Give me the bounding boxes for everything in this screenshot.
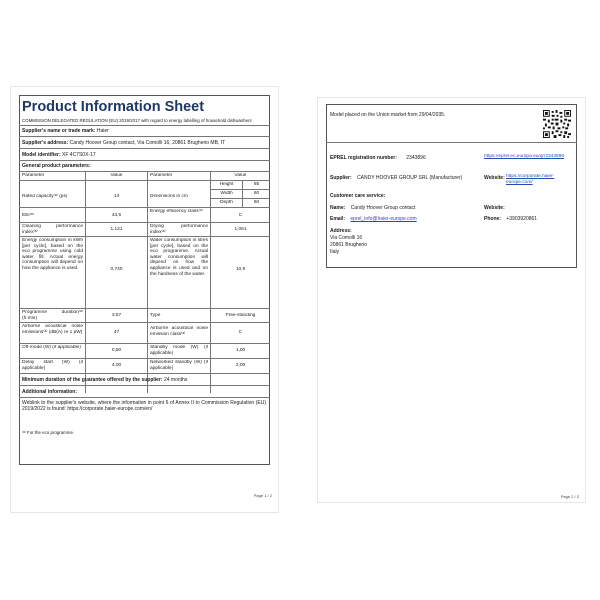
address-label: Address: bbox=[330, 228, 352, 234]
supplier-name-row: Supplier's name or trade mark: Haier bbox=[22, 128, 109, 134]
address-line: Italy bbox=[330, 249, 340, 255]
page-number: Page 2 / 2 bbox=[560, 494, 579, 499]
table-cell: 2,00 bbox=[235, 363, 246, 368]
footnote: ⁽ᵃ⁾ For the eco programme. bbox=[22, 430, 75, 435]
general-params-heading: General product parameters: bbox=[22, 163, 91, 169]
table-cell: Cleaning performance index⁽ᵃ⁾ bbox=[22, 224, 83, 235]
col-header-parameter-2: Parameter bbox=[150, 173, 173, 178]
table-cell: Off-mode (W) (if applicable) bbox=[22, 345, 81, 350]
phone-row: Phone: +3903920861 bbox=[484, 216, 538, 222]
eprel-row: EPREL registration number: 2343896 bbox=[330, 155, 426, 161]
table-cell: Energy consumption in kWh [per cycle], based on the eco programme using cold water fill. Actual energy consumption will depend on how the appliance is used. bbox=[22, 238, 83, 271]
table-cell: Delay start (W) (if applicable) bbox=[22, 360, 83, 371]
dim-value: 60 bbox=[253, 200, 260, 205]
table-cell: 47 bbox=[113, 330, 120, 335]
col-header-parameter: Parameter bbox=[22, 173, 45, 178]
dim-value: 85 bbox=[253, 182, 260, 187]
page-2 bbox=[318, 98, 585, 502]
website-label-2: Website: bbox=[484, 205, 505, 211]
address-line: Via Comolli 16 bbox=[330, 235, 363, 241]
additional-info-text: Weblink to the supplier's website, where the information in point 6 of Annex II to Commission Regulation (EU) 2019/2022 is found: https://corporate.haier-europe.com/en/ bbox=[22, 400, 266, 413]
dim-label: Depth bbox=[220, 200, 233, 205]
table-cell: 10,9 bbox=[235, 267, 246, 272]
table-cell: Type bbox=[150, 313, 161, 318]
website-label: Website: bbox=[484, 175, 505, 181]
table-cell: 1,00 bbox=[235, 348, 246, 353]
address-line: 20861 Brugherio bbox=[330, 242, 367, 248]
dim-label: Width bbox=[220, 191, 233, 196]
table-cell: Programme duration⁽ᵃ⁾ (h:min) bbox=[22, 310, 83, 321]
qr-code-icon bbox=[543, 110, 571, 138]
table-cell: 4,00 bbox=[111, 363, 122, 368]
table-cell: 1,061 bbox=[234, 227, 247, 232]
guarantee-row: Minimum duration of the guarantee offered by the supplier: 24 months bbox=[22, 377, 188, 383]
dim-label: Height bbox=[219, 182, 234, 187]
table-cell: Airborne acoustical noise emissions⁽ᵃ⁾ (dB(A) re 1 pW) bbox=[22, 324, 83, 335]
table-cell: C bbox=[238, 213, 243, 218]
col-header-value: Value bbox=[110, 173, 123, 178]
page-title: Product Information Sheet bbox=[22, 99, 205, 115]
email-row: Email: eprel_info@haier-europe.com bbox=[330, 216, 417, 222]
email-link[interactable]: eprel_info@haier-europe.com bbox=[350, 216, 417, 222]
placed-on-market: Model placed on the Union market from 29/04/2035. bbox=[330, 112, 446, 118]
table-cell: Water consumption in litres [per cycle], based on the eco programme. Actual water consumption will depend on how the appliance is used and on the hardness of the water. bbox=[150, 238, 208, 277]
table-cell: Energy efficiency class⁽ᵃ⁾ bbox=[150, 209, 203, 214]
name-row: Name: Candy Hoover Group contact bbox=[330, 205, 416, 211]
customer-care-heading: Customer care service: bbox=[330, 193, 386, 199]
table-cell: EEI⁽ᵃ⁾ bbox=[22, 213, 34, 218]
table-cell: Drying performance index⁽ᵃ⁾ bbox=[150, 224, 208, 235]
table-cell: 0,740 bbox=[110, 267, 123, 272]
table-cell: Dimensions in cm bbox=[150, 194, 188, 199]
col-header-value-2: Value bbox=[234, 173, 247, 178]
table-cell: 43,5 bbox=[111, 213, 122, 218]
table-cell: Standby mode (W) (if applicable) bbox=[150, 345, 208, 356]
additional-info-heading: Additional information: bbox=[22, 389, 77, 395]
table-cell: Networked standby (W) (if applicable) bbox=[150, 360, 208, 371]
regulation-text: COMMISSION DELEGATED REGULATION (EU) 2019/2017 with regard to energy labelling of household dishwashers bbox=[22, 118, 252, 123]
table-cell: Rated capacity⁽ᵃ⁾ (ps) bbox=[22, 194, 68, 199]
table-cell: Free-standing bbox=[225, 313, 256, 318]
supplier-row: Supplier: CANDY HOOVER GROUP SRL (Manufacturer) bbox=[330, 175, 463, 181]
page-1 bbox=[11, 87, 278, 512]
supplier-address-row: Supplier's address: Candy Hoover Group contact, Via Comolli 16, 20861 Brugherio MB, IT bbox=[22, 140, 226, 146]
table-cell: 14 bbox=[113, 194, 120, 199]
table-cell: 0,50 bbox=[111, 348, 122, 353]
dim-value: 60 bbox=[253, 191, 260, 196]
table-cell: 1,121 bbox=[110, 227, 123, 232]
table-cell: 3:57 bbox=[111, 313, 122, 318]
model-identifier-row: Model identifier: XF 4C7S0X-17 bbox=[22, 152, 96, 158]
table-cell: Airborne acoustical noise emission class⁽ᵃ⁾ bbox=[150, 326, 208, 337]
website-link[interactable]: https://corporate.haier-europe.com/ bbox=[506, 174, 555, 185]
table-cell: C bbox=[238, 330, 243, 335]
eprel-link[interactable]: https://eprel.ec.europa.eu/qr/2343896 bbox=[484, 154, 565, 159]
page-number: Page 1 / 2 bbox=[253, 493, 272, 498]
